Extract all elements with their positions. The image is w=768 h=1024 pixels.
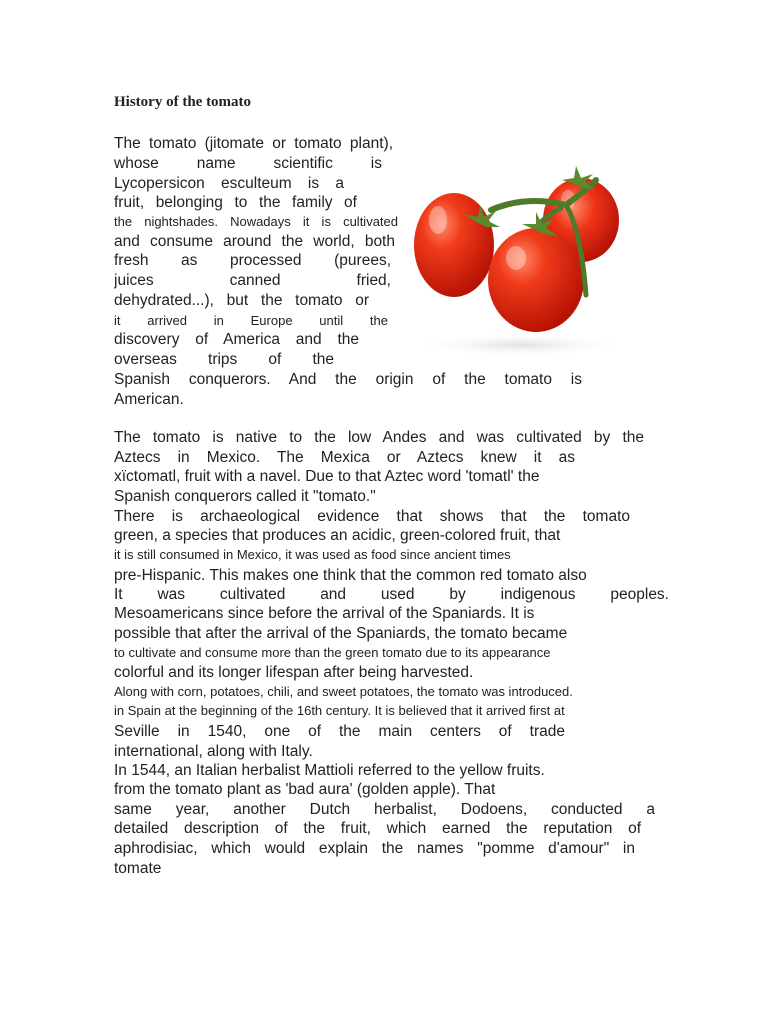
body-text-line: juices canned fried, <box>114 272 391 289</box>
body-text-line: in Spain at the beginning of the 16th century. It is believed that it arrived first at <box>114 703 565 718</box>
body-text-line: tomate <box>114 860 162 877</box>
body-text-line: aphrodisiac, which would explain the names "pomme d'amour" in <box>114 840 635 857</box>
body-text-line: The tomato (jitomate or tomato plant), <box>114 135 393 152</box>
body-text-line: Mesoamericans since before the arrival of the Spaniards. It is <box>114 605 535 622</box>
body-text-line: green, a species that produces an acidic, green-colored fruit, that <box>114 527 561 544</box>
tomato-photo <box>396 150 646 360</box>
body-text-line: Seville in 1540, one of the main centers of trade <box>114 723 565 740</box>
body-text-line: colorful and its longer lifespan after being harvested. <box>114 664 474 681</box>
body-text-line: fresh as processed (purees, <box>114 252 391 269</box>
body-text-line: overseas trips of the <box>114 351 334 368</box>
body-text-line: detailed description of the fruit, which earned the reputation of <box>114 820 641 837</box>
body-text-line: possible that after the arrival of the Spaniards, the tomato became <box>114 625 568 642</box>
body-text-line: The tomato is native to the low Andes and was cultivated by the <box>114 429 644 446</box>
body-text-line: Spanish conquerors called it "tomato." <box>114 488 376 505</box>
body-text-line: dehydrated...), but the tomato or <box>114 292 369 309</box>
body-text-line: international, along with Italy. <box>114 743 313 760</box>
body-text-line: fruit, belonging to the family of <box>114 194 357 211</box>
body-text-line: Lycopersicon esculteum is a <box>114 175 344 192</box>
body-text-line: whose name scientific is <box>114 155 382 172</box>
body-text-line: discovery of America and the <box>114 331 359 348</box>
body-text-line: and consume around the world, both <box>114 233 395 250</box>
body-text-line: American. <box>114 391 184 408</box>
body-text-line: xïctomatl, fruit with a navel. Due to that Aztec word 'tomatl' the <box>114 468 540 485</box>
body-text-line: same year, another Dutch herbalist, Dodoens, conducted a <box>114 801 655 818</box>
body-text-line: In 1544, an Italian herbalist Mattioli referred to the yellow fruits. <box>114 762 545 779</box>
body-text-line: it arrived in Europe until the <box>114 313 388 328</box>
body-text-line: the nightshades. Nowadays it is cultivated <box>114 214 398 229</box>
document-title: History of the tomato <box>114 94 252 110</box>
body-text-line: it is still consumed in Mexico, it was used as food since ancient times <box>114 547 511 562</box>
body-text-line: Spanish conquerors. And the origin of the tomato is <box>114 371 582 388</box>
body-text-line: Along with corn, potatoes, chili, and sweet potatoes, the tomato was introduced. <box>114 684 573 699</box>
body-text-line: from the tomato plant as 'bad aura' (golden apple). That <box>114 781 496 798</box>
body-text-line: Aztecs in Mexico. The Mexica or Aztecs knew it as <box>114 449 575 466</box>
body-text-line: to cultivate and consume more than the green tomato due to its appearance <box>114 645 551 660</box>
body-text-line: There is archaeological evidence that shows that the tomato <box>114 508 630 525</box>
body-text-line: It was cultivated and used by indigenous peoples. <box>114 586 669 603</box>
body-text-line: pre-Hispanic. This makes one think that the common red tomato also <box>114 567 587 584</box>
